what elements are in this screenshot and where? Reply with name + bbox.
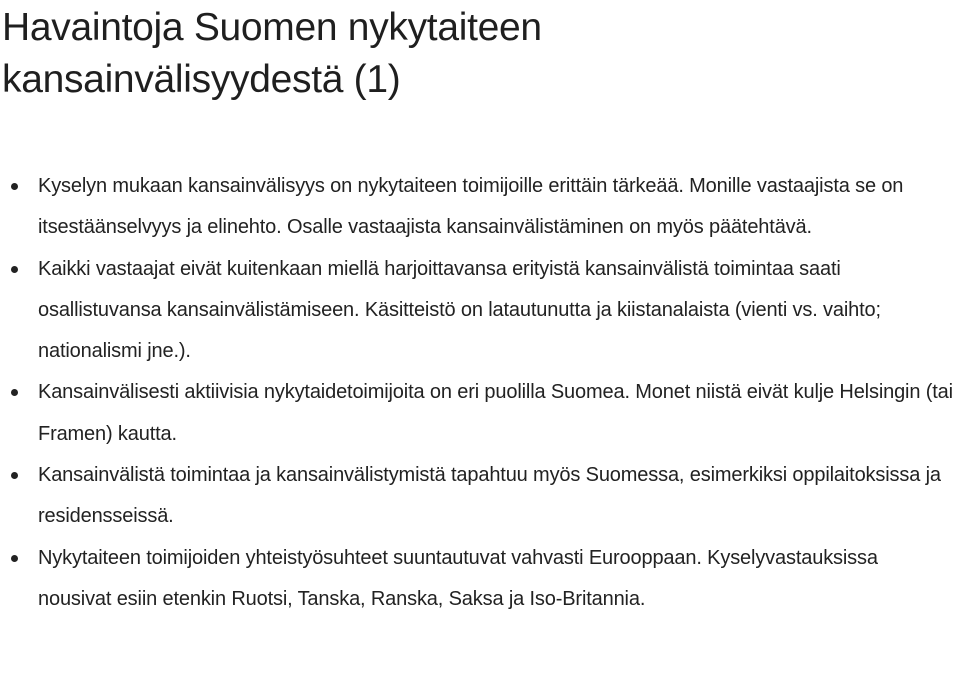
bullet-text: Kansainvälisesti aktiivisia nykytaidetoimijoita on eri puolilla Suomea. Monet niistä eivät kulje Helsingin (tai Framen) kautta. xyxy=(38,381,953,445)
bullet-item xyxy=(0,455,955,538)
bullet-item xyxy=(0,166,955,249)
slide-title-line-2: kansainvälisyydestä (1) xyxy=(2,58,401,101)
bullet-text: Kyselyn mukaan kansainvälisyys on nykytaiteen toimijoille erittäin tärkeää. Monille vastaajista se on itsestäänselvyys ja elinehto. Osalle vastaajista kansainvälistäminen on myös päätehtävä. xyxy=(38,175,904,239)
bullet-text: Kansainvälistä toimintaa ja kansainvälistymistä tapahtuu myös Suomessa, esimerkiksi oppilaitoksissa ja residensseissä. xyxy=(38,464,941,528)
bullet-dot-icon xyxy=(11,472,18,479)
bullet-dot-icon xyxy=(11,389,18,396)
bullet-item xyxy=(0,538,955,621)
bullet-dot-icon xyxy=(11,266,18,273)
slide-title xyxy=(2,2,942,106)
bullet-dot-icon xyxy=(11,183,18,190)
bullet-text: Kaikki vastaajat eivät kuitenkaan miellä harjoittavansa erityistä kansainvälistä toimintaa saati osallistuvansa kansainvälistämiseen. Käsitteistö on latautunutta ja kiistanalaista (vienti vs. vaihto; nationalismi jne.). xyxy=(38,257,881,363)
bullet-list xyxy=(0,166,955,620)
bullet-item xyxy=(0,372,955,455)
bullet-text: Nykytaiteen toimijoiden yhteistyösuhteet suuntautuvat vahvasti Eurooppaan. Kyselyvastauksissa nousivat esiin etenkin Ruotsi, Tanska, Ranska, Saksa ja Iso-Britannia. xyxy=(38,546,878,610)
bullet-item xyxy=(0,249,955,373)
slide-title-line-1: Havaintoja Suomen nykytaiteen xyxy=(2,6,542,49)
bullet-dot-icon xyxy=(11,555,18,562)
